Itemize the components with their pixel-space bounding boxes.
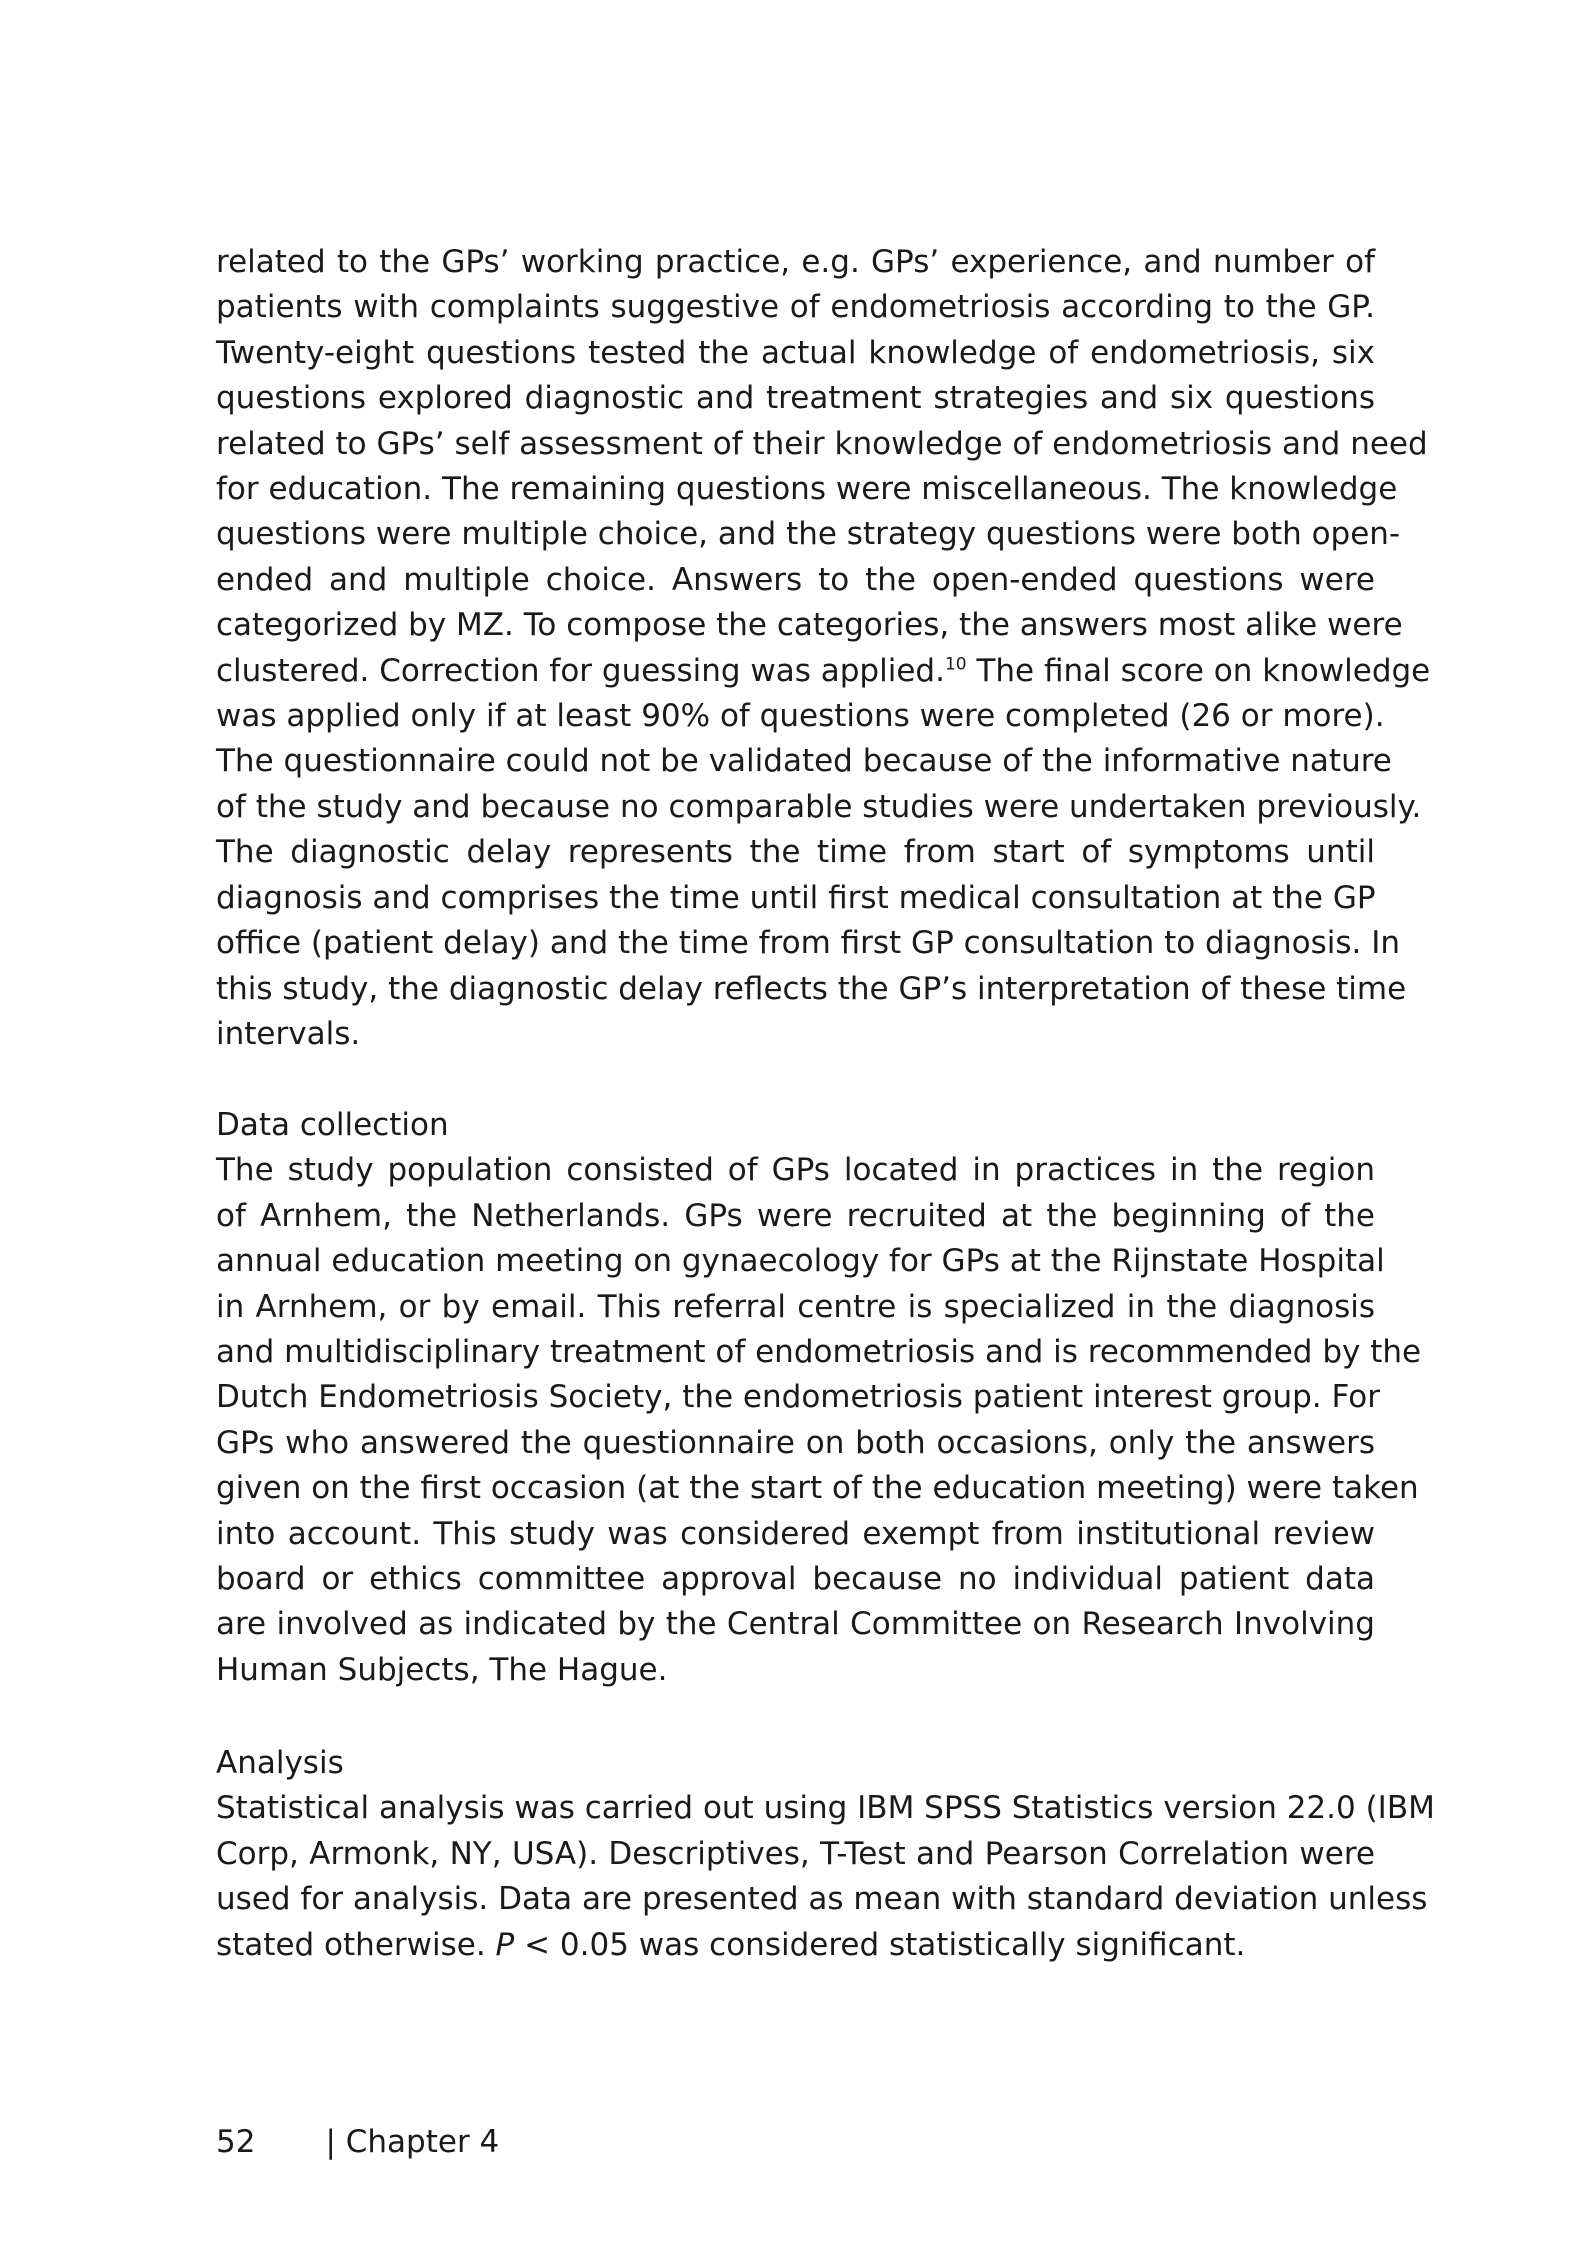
text-line: questions were multiple choice, and the strategy questions were both open-	[216, 516, 1401, 553]
section-heading: Analysis	[216, 1745, 344, 1781]
text-line: related to the GPs’ working practice, e.g. GPs’ experience, and number of	[216, 244, 1375, 280]
text-line: patients with complaints suggestive of endometriosis according to the GP.	[216, 289, 1375, 326]
text-line: Corp, Armonk, NY, USA). Descriptives, T-Test and Pearson Correlation were	[216, 1835, 1375, 1872]
text-line: office (patient delay) and the time from first GP consultation to diagnosis. In	[216, 925, 1401, 962]
text-line: questions explored diagnostic and treatment strategies and six questions	[216, 380, 1375, 417]
chapter-label: | Chapter 4	[325, 2124, 500, 2160]
text-line: board or ethics committee approval because no individual patient data	[216, 1561, 1375, 1598]
text-line: The study population consisted of GPs located in practices in the region	[216, 1152, 1375, 1189]
text-line: used for analysis. Data are presented as mean with standard deviation unless	[216, 1881, 1428, 1918]
page-footer	[216, 2120, 499, 2165]
text-line: ended and multiple choice. Answers to the open-ended questions were	[216, 561, 1375, 598]
text: stated otherwise.	[216, 1926, 496, 1963]
text-line: and multidisciplinary treatment of endometriosis and is recommended by the	[216, 1334, 1422, 1371]
text-line: categorized by MZ. To compose the categories, the answers most alike were	[216, 607, 1403, 644]
text-line: are involved as indicated by the Central Committee on Research Involving	[216, 1606, 1375, 1643]
text-line: in Arnhem, or by email. This referral centre is specialized in the diagnosis	[216, 1288, 1375, 1325]
text-line	[216, 649, 1431, 694]
italic-p: P	[495, 1926, 515, 1963]
text-line: diagnosis and comprises the time until first medical consultation at the GP	[216, 879, 1376, 916]
text-line: Statistical analysis was carried out using IBM SPSS Statistics version 22.0 (IBM	[216, 1790, 1435, 1827]
reference-superscript: 10	[944, 654, 967, 675]
text-line: this study, the diagnostic delay reflects the GP’s interpretation of these time	[216, 970, 1407, 1007]
text-line: of the study and because no comparable studies were undertaken previously.	[216, 788, 1422, 825]
text-line: The questionnaire could not be validated because of the informative nature	[216, 743, 1392, 780]
text-line: Twenty-eight questions tested the actual knowledge of endometriosis, six	[216, 334, 1375, 371]
data-collection-section	[216, 1103, 1422, 1693]
page-number: 52	[216, 2124, 256, 2160]
text: The final score on knowledge	[966, 652, 1431, 689]
text-line: annual education meeting on gynaecology for GPs at the Rijnstate Hospital	[216, 1243, 1385, 1280]
section-heading: Data collection	[216, 1107, 449, 1143]
text: clustered. Correction for guessing was applied.	[216, 652, 945, 689]
text-line: given on the first occasion (at the start of the education meeting) were taken	[216, 1470, 1419, 1507]
text-line: The diagnostic delay represents the time from start of symptoms until	[216, 834, 1375, 871]
methods-paragraph	[216, 240, 1431, 1057]
text-line: intervals.	[216, 1015, 361, 1052]
text-line	[216, 1923, 1375, 1968]
text-line: of Arnhem, the Netherlands. GPs were recruited at the beginning of the	[216, 1197, 1375, 1234]
text-line: Human Subjects, The Hague.	[216, 1651, 668, 1688]
text-line: into account. This study was considered exempt from institutional review	[216, 1515, 1375, 1552]
text-line: Dutch Endometriosis Society, the endometriosis patient interest group. For	[216, 1379, 1380, 1416]
text-line: related to GPs’ self assessment of their knowledge of endometriosis and need	[216, 425, 1428, 462]
text: < 0.05 was considered statistically significant.	[514, 1926, 1246, 1963]
analysis-section	[216, 1741, 1435, 1968]
text-line: GPs who answered the questionnaire on both occasions, only the answers	[216, 1424, 1375, 1461]
text-line: was applied only if at least 90% of questions were completed (26 or more).	[216, 698, 1385, 735]
text-line: for education. The remaining questions were miscellaneous. The knowledge	[216, 471, 1398, 508]
